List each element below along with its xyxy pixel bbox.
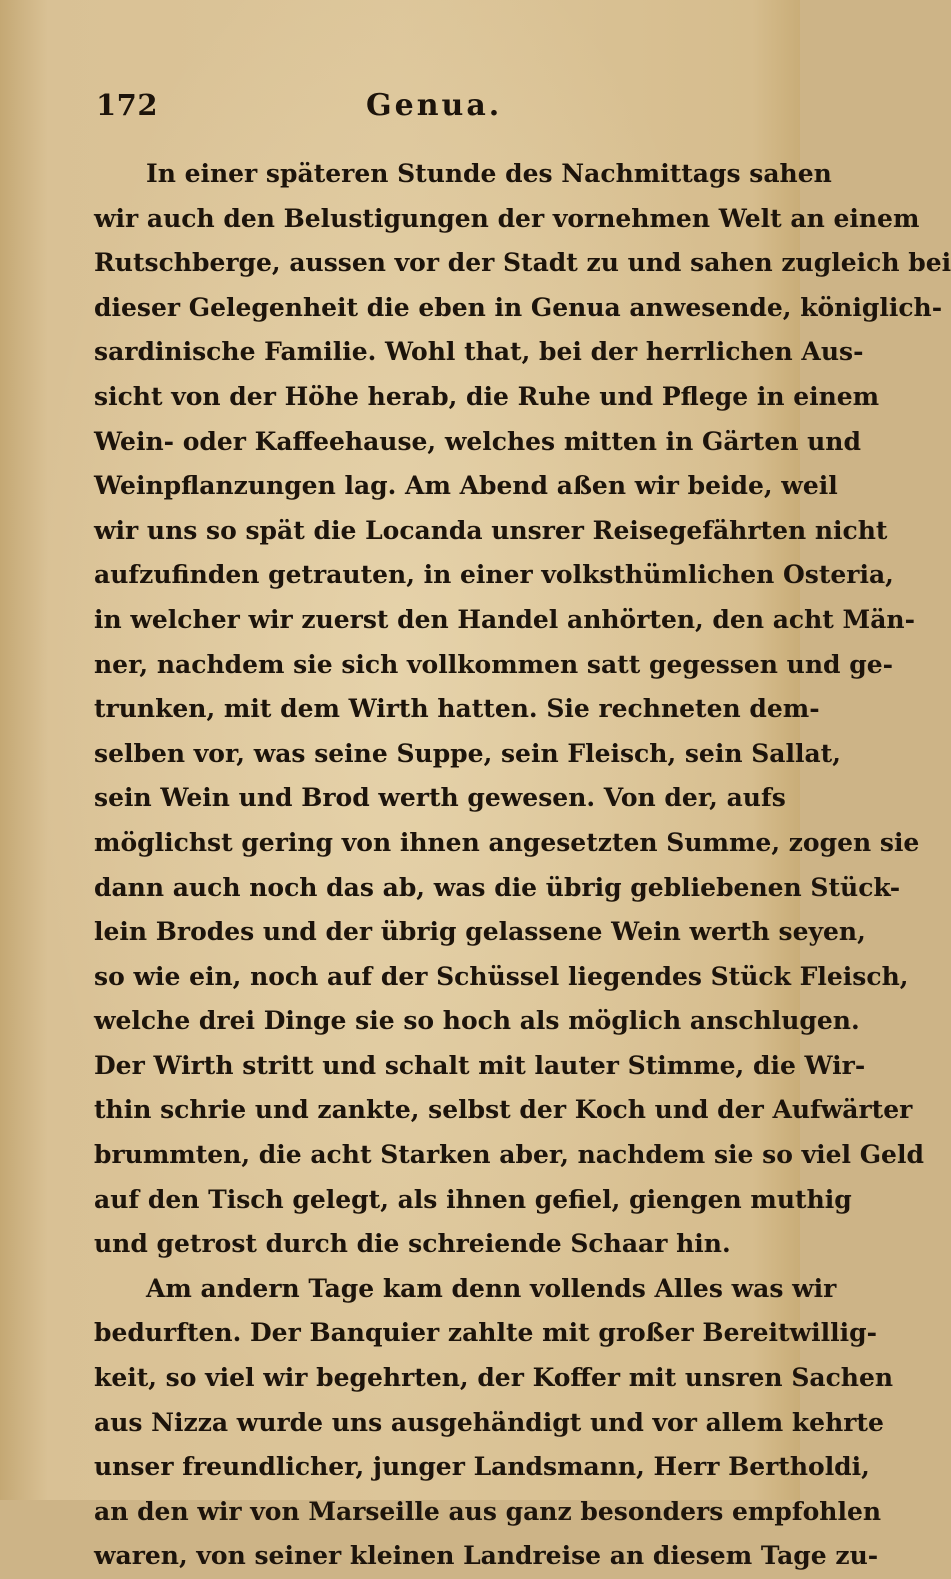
text-line: an den wir von Marseille aus ganz besonders empfohlen [94,1496,882,1526]
text-line: keit, so viel wir begehrten, der Koffer mit unsren Sachen [94,1363,894,1393]
text-line: selben vor, was seine Suppe, sein Fleisch, sein Sallat, [94,738,841,768]
text-line: so wie ein, noch auf der Schüssel liegendes Stück Fleisch, [94,961,909,991]
text-line: brummten, die acht Starken aber, nachdem sie so viel Geld [94,1140,924,1170]
text-line: Am andern Tage kam denn vollends Alles was wir [146,1273,837,1303]
text-line: Weinpflanzungen lag. Am Abend aßen wir beide, weil [94,471,838,501]
text-line: Der Wirth stritt und schalt mit lauter Stimme, die Wir- [94,1050,866,1080]
page-number: 172 [96,88,159,122]
text-line: auf den Tisch gelegt, als ihnen gefiel, giengen muthig [94,1184,852,1214]
text-line: sicht von der Höhe herab, die Ruhe und Pflege in einem [94,381,880,411]
text-line: sardinische Familie. Wohl that, bei der herrlichen Aus- [94,337,864,367]
text-line: ner, nachdem sie sich vollkommen satt gegessen und ge- [94,649,893,679]
text-line: lein Brodes und der übrig gelassene Wein werth seyen, [94,917,866,947]
text-line: trunken, mit dem Wirth hatten. Sie rechneten dem- [94,694,820,724]
text-line: aus Nizza wurde uns ausgehändigt und vor allem kehrte [94,1407,884,1437]
text-line: welche drei Dinge sie so hoch als möglich anschlugen. [94,1006,860,1036]
text-line: dieser Gelegenheit die eben in Genua anwesende, königlich- [94,292,943,322]
text-line: sein Wein und Brod werth gewesen. Von der, aufs [94,783,786,813]
text-line: thin schrie und zankte, selbst der Koch und der Aufwärter [94,1095,913,1125]
body-text [94,152,951,1579]
text-line: in welcher wir zuerst den Handel anhörten, den acht Män- [94,604,915,634]
text-line: Wein- oder Kaffeehause, welches mitten in Gärten und [94,426,861,456]
page-header [96,88,706,128]
text-line: wir uns so spät die Locanda unsrer Reisegefährten nicht [94,515,888,545]
text-line: waren, von seiner kleinen Landreise an diesem Tage zu- [94,1541,879,1571]
text-line: Rutschberge, aussen vor der Stadt zu und sahen zugleich bei [94,248,951,278]
running-title: Genua. [366,88,503,123]
text-line: aufzufinden getrauten, in einer volksthümlichen Osteria, [94,560,894,590]
text-line: und getrost durch die schreiende Schaar hin. [94,1229,731,1259]
text-line: dann auch noch das ab, was die übrig gebliebenen Stück- [94,872,901,902]
text-line: unser freundlicher, junger Landsmann, Herr Bertholdi, [94,1452,870,1482]
text-line: möglichst gering von ihnen angesetzten Summe, zogen sie [94,827,920,857]
text-line: wir auch den Belustigungen der vornehmen Welt an einem [94,203,920,233]
text-line: bedurften. Der Banquier zahlte mit großer Bereitwillig- [94,1318,877,1348]
text-line: In einer späteren Stunde des Nachmittags sahen [146,159,832,188]
